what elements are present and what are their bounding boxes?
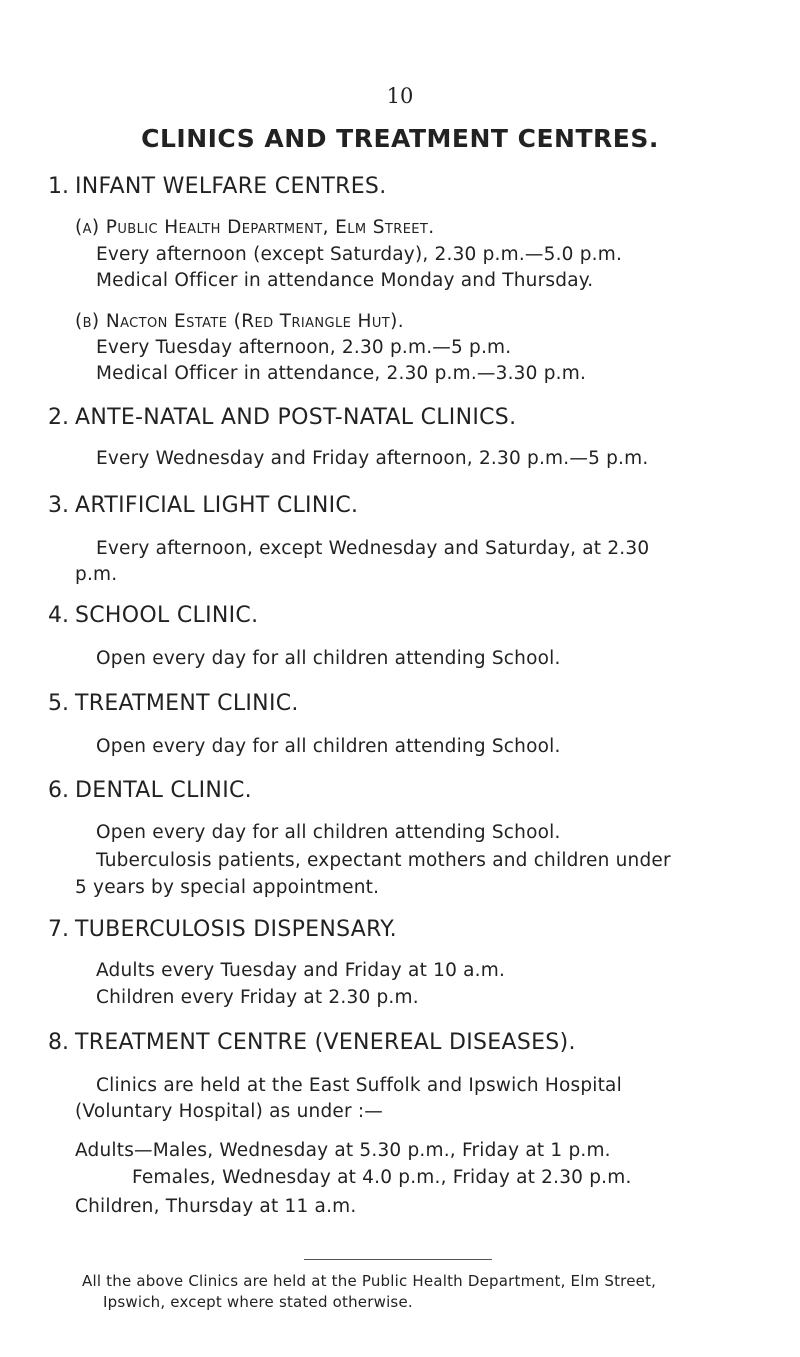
subsection-label: (a) Public Health Department, Elm Street. — [75, 217, 435, 238]
section-number: 7. — [48, 917, 69, 942]
text-line: Every Wednesday and Friday afternoon, 2.30 p.m.—5 p.m. — [96, 448, 649, 469]
section-number: 1. — [48, 174, 69, 199]
section-heading: INFANT WELFARE CENTRES. — [75, 174, 387, 199]
text-line: Adults—Males, Wednesday at 5.30 p.m., Friday at 1 p.m. — [75, 1140, 611, 1161]
footnote-line: Ipswich, except where stated otherwise. — [103, 1293, 413, 1311]
text-line: Every afternoon (except Saturday), 2.30 p.m.—5.0 p.m. — [96, 244, 623, 265]
text-line: Adults every Tuesday and Friday at 10 a.m. — [96, 960, 506, 981]
page-number: 10 — [386, 84, 414, 108]
text-line: Children, Thursday at 11 a.m. — [75, 1196, 357, 1217]
text-line: Children every Friday at 2.30 p.m. — [96, 987, 419, 1008]
text-line: 5 years by special appointment. — [75, 877, 380, 898]
section-number: 2. — [48, 405, 69, 430]
section-number: 8. — [48, 1030, 69, 1055]
text-line: Open every day for all children attending School. — [96, 736, 561, 757]
section-number: 4. — [48, 603, 69, 628]
section-heading: TREATMENT CLINIC. — [75, 691, 299, 716]
section-heading: ARTIFICIAL LIGHT CLINIC. — [75, 493, 359, 518]
text-line: Medical Officer in attendance, 2.30 p.m.—3.30 p.m. — [96, 363, 587, 384]
section-heading: SCHOOL CLINIC. — [75, 603, 259, 628]
text-line: Every afternoon, except Wednesday and Saturday, at 2.30 — [96, 538, 650, 559]
text-line: Open every day for all children attending School. — [96, 822, 561, 843]
section-heading: DENTAL CLINIC. — [75, 778, 252, 803]
text-line: Clinics are held at the East Suffolk and Ipswich Hospital — [96, 1075, 622, 1096]
text-line: Medical Officer in attendance Monday and Thursday. — [96, 270, 594, 291]
text-line: Females, Wednesday at 4.0 p.m., Friday at 2.30 p.m. — [132, 1167, 632, 1188]
section-heading: TREATMENT CENTRE (VENEREAL DISEASES). — [75, 1030, 576, 1055]
text-line: Every Tuesday afternoon, 2.30 p.m.—5 p.m. — [96, 337, 512, 358]
section-heading: ANTE-NATAL AND POST-NATAL CLINICS. — [75, 405, 517, 430]
section-heading: TUBERCULOSIS DISPENSARY. — [75, 917, 397, 942]
text-line: Open every day for all children attending School. — [96, 648, 561, 669]
page-title: CLINICS AND TREATMENT CENTRES. — [141, 124, 659, 153]
footnote-line: All the above Clinics are held at the Public Health Department, Elm Street, — [82, 1272, 657, 1290]
text-line: p.m. — [75, 564, 118, 585]
section-number: 5. — [48, 691, 69, 716]
section-number: 6. — [48, 778, 69, 803]
text-line: Tuberculosis patients, expectant mothers and children under — [96, 850, 671, 871]
section-number: 3. — [48, 493, 69, 518]
divider — [304, 1259, 492, 1260]
text-line: (Voluntary Hospital) as under :— — [75, 1101, 384, 1122]
subsection-label: (b) Nacton Estate (Red Triangle Hut). — [75, 311, 405, 332]
